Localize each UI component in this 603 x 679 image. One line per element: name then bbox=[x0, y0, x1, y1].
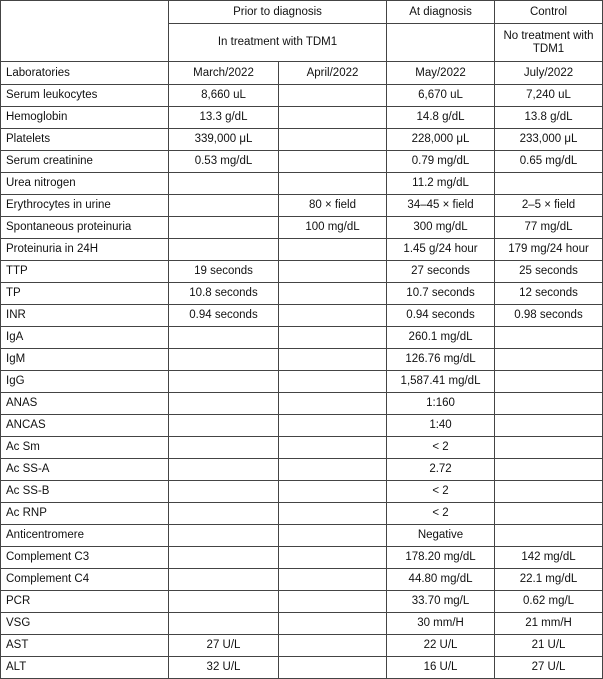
may-value-cell: 14.8 g/dL bbox=[387, 107, 495, 129]
table-row bbox=[1, 173, 603, 195]
july-value-cell: 22.1 mg/dL bbox=[495, 569, 603, 591]
lab-name-cell: Erythrocytes in urine bbox=[1, 195, 169, 217]
table-row bbox=[1, 305, 603, 327]
march-value-cell bbox=[169, 217, 279, 239]
april-value-cell bbox=[279, 613, 387, 635]
april-value-cell bbox=[279, 261, 387, 283]
may-value-cell: < 2 bbox=[387, 481, 495, 503]
march-value-cell bbox=[169, 173, 279, 195]
may-value-cell: 0.94 seconds bbox=[387, 305, 495, 327]
april-value-cell bbox=[279, 85, 387, 107]
lab-name-cell: IgM bbox=[1, 349, 169, 371]
july-value-cell bbox=[495, 393, 603, 415]
july-value-cell bbox=[495, 503, 603, 525]
table-row bbox=[1, 459, 603, 481]
lab-name-cell: AST bbox=[1, 635, 169, 657]
july-value-cell bbox=[495, 371, 603, 393]
july-value-cell: 13.8 g/dL bbox=[495, 107, 603, 129]
july-value-cell bbox=[495, 173, 603, 195]
header-control: Control bbox=[495, 1, 603, 24]
table-row bbox=[1, 107, 603, 129]
march-value-cell bbox=[169, 415, 279, 437]
april-value-cell bbox=[279, 481, 387, 503]
header-empty-at-diagnosis bbox=[387, 24, 495, 62]
march-value-cell bbox=[169, 591, 279, 613]
may-value-cell: < 2 bbox=[387, 503, 495, 525]
march-value-cell: 10.8 seconds bbox=[169, 283, 279, 305]
table-row bbox=[1, 481, 603, 503]
april-value-cell bbox=[279, 393, 387, 415]
lab-name-cell: ANCAS bbox=[1, 415, 169, 437]
march-value-cell bbox=[169, 195, 279, 217]
may-value-cell: 22 U/L bbox=[387, 635, 495, 657]
may-value-cell: 228,000 μL bbox=[387, 129, 495, 151]
march-value-cell bbox=[169, 371, 279, 393]
table-row bbox=[1, 195, 603, 217]
july-value-cell bbox=[495, 525, 603, 547]
lab-name-cell: IgG bbox=[1, 371, 169, 393]
header-row-columns bbox=[1, 62, 603, 85]
march-value-cell bbox=[169, 327, 279, 349]
march-value-cell: 8,660 uL bbox=[169, 85, 279, 107]
lab-name-cell: Ac SS-A bbox=[1, 459, 169, 481]
july-value-cell: 7,240 uL bbox=[495, 85, 603, 107]
april-value-cell bbox=[279, 371, 387, 393]
header-no-treatment: No treatment with TDM1 bbox=[495, 24, 603, 62]
table-row bbox=[1, 151, 603, 173]
july-value-cell: 233,000 μL bbox=[495, 129, 603, 151]
table-row bbox=[1, 349, 603, 371]
table-row bbox=[1, 503, 603, 525]
july-value-cell: 27 U/L bbox=[495, 657, 603, 679]
march-value-cell bbox=[169, 481, 279, 503]
table-row bbox=[1, 613, 603, 635]
may-value-cell: 178.20 mg/dL bbox=[387, 547, 495, 569]
may-value-cell: 1:160 bbox=[387, 393, 495, 415]
may-value-cell: 126.76 mg/dL bbox=[387, 349, 495, 371]
march-value-cell: 0.53 mg/dL bbox=[169, 151, 279, 173]
july-value-cell bbox=[495, 349, 603, 371]
column-header-april-2022: April/2022 bbox=[279, 62, 387, 85]
may-value-cell: 44.80 mg/dL bbox=[387, 569, 495, 591]
march-value-cell bbox=[169, 437, 279, 459]
july-value-cell: 12 seconds bbox=[495, 283, 603, 305]
column-header-laboratories: Laboratories bbox=[1, 62, 169, 85]
may-value-cell: 1.45 g/24 hour bbox=[387, 239, 495, 261]
lab-name-cell: ALT bbox=[1, 657, 169, 679]
july-value-cell: 0.98 seconds bbox=[495, 305, 603, 327]
lab-name-cell: Complement C4 bbox=[1, 569, 169, 591]
header-prior-to-diagnosis: Prior to diagnosis bbox=[169, 1, 387, 24]
table-row bbox=[1, 217, 603, 239]
table-row bbox=[1, 371, 603, 393]
april-value-cell bbox=[279, 569, 387, 591]
april-value-cell bbox=[279, 107, 387, 129]
lab-name-cell: TP bbox=[1, 283, 169, 305]
lab-name-cell: VSG bbox=[1, 613, 169, 635]
march-value-cell: 27 U/L bbox=[169, 635, 279, 657]
march-value-cell bbox=[169, 459, 279, 481]
july-value-cell: 0.62 mg/L bbox=[495, 591, 603, 613]
column-header-may-2022: May/2022 bbox=[387, 62, 495, 85]
march-value-cell: 19 seconds bbox=[169, 261, 279, 283]
lab-name-cell: INR bbox=[1, 305, 169, 327]
may-value-cell: 1,587.41 mg/dL bbox=[387, 371, 495, 393]
may-value-cell: < 2 bbox=[387, 437, 495, 459]
may-value-cell: 260.1 mg/dL bbox=[387, 327, 495, 349]
april-value-cell bbox=[279, 657, 387, 679]
july-value-cell bbox=[495, 327, 603, 349]
april-value-cell bbox=[279, 525, 387, 547]
april-value-cell: 80 × field bbox=[279, 195, 387, 217]
march-value-cell bbox=[169, 613, 279, 635]
march-value-cell bbox=[169, 393, 279, 415]
march-value-cell bbox=[169, 349, 279, 371]
column-header-july-2022: July/2022 bbox=[495, 62, 603, 85]
table-row bbox=[1, 569, 603, 591]
lab-name-cell: Serum leukocytes bbox=[1, 85, 169, 107]
lab-name-cell: Anticentromere bbox=[1, 525, 169, 547]
april-value-cell bbox=[279, 173, 387, 195]
table-row bbox=[1, 283, 603, 305]
april-value-cell bbox=[279, 239, 387, 261]
april-value-cell bbox=[279, 503, 387, 525]
lab-name-cell: PCR bbox=[1, 591, 169, 613]
april-value-cell bbox=[279, 349, 387, 371]
table-row bbox=[1, 635, 603, 657]
may-value-cell: Negative bbox=[387, 525, 495, 547]
may-value-cell: 34–45 × field bbox=[387, 195, 495, 217]
lab-name-cell: Serum creatinine bbox=[1, 151, 169, 173]
march-value-cell bbox=[169, 239, 279, 261]
lab-name-cell: Urea nitrogen bbox=[1, 173, 169, 195]
april-value-cell bbox=[279, 459, 387, 481]
july-value-cell: 77 mg/dL bbox=[495, 217, 603, 239]
lab-name-cell: Complement C3 bbox=[1, 547, 169, 569]
march-value-cell bbox=[169, 503, 279, 525]
april-value-cell bbox=[279, 283, 387, 305]
may-value-cell: 27 seconds bbox=[387, 261, 495, 283]
march-value-cell bbox=[169, 569, 279, 591]
july-value-cell: 2–5 × field bbox=[495, 195, 603, 217]
july-value-cell: 142 mg/dL bbox=[495, 547, 603, 569]
march-value-cell bbox=[169, 525, 279, 547]
march-value-cell: 32 U/L bbox=[169, 657, 279, 679]
table-row bbox=[1, 415, 603, 437]
table-row bbox=[1, 85, 603, 107]
may-value-cell: 10.7 seconds bbox=[387, 283, 495, 305]
lab-name-cell: Hemoglobin bbox=[1, 107, 169, 129]
may-value-cell: 300 mg/dL bbox=[387, 217, 495, 239]
july-value-cell: 25 seconds bbox=[495, 261, 603, 283]
july-value-cell: 21 U/L bbox=[495, 635, 603, 657]
table-row bbox=[1, 591, 603, 613]
may-value-cell: 11.2 mg/dL bbox=[387, 173, 495, 195]
march-value-cell: 0.94 seconds bbox=[169, 305, 279, 327]
lab-name-cell: Proteinuria in 24H bbox=[1, 239, 169, 261]
april-value-cell: 100 mg/dL bbox=[279, 217, 387, 239]
table-row bbox=[1, 239, 603, 261]
lab-name-cell: ANAS bbox=[1, 393, 169, 415]
july-value-cell: 179 mg/24 hour bbox=[495, 239, 603, 261]
april-value-cell bbox=[279, 129, 387, 151]
july-value-cell bbox=[495, 437, 603, 459]
lab-name-cell: Ac SS-B bbox=[1, 481, 169, 503]
lab-name-cell: TTP bbox=[1, 261, 169, 283]
may-value-cell: 33.70 mg/L bbox=[387, 591, 495, 613]
table-row bbox=[1, 657, 603, 679]
april-value-cell bbox=[279, 591, 387, 613]
april-value-cell bbox=[279, 151, 387, 173]
april-value-cell bbox=[279, 547, 387, 569]
march-value-cell: 13.3 g/dL bbox=[169, 107, 279, 129]
table-body bbox=[1, 85, 603, 679]
lab-name-cell: Ac RNP bbox=[1, 503, 169, 525]
table-row bbox=[1, 547, 603, 569]
may-value-cell: 0.79 mg/dL bbox=[387, 151, 495, 173]
may-value-cell: 1:40 bbox=[387, 415, 495, 437]
column-header-march-2022: March/2022 bbox=[169, 62, 279, 85]
header-in-treatment: In treatment with TDM1 bbox=[169, 24, 387, 62]
lab-name-cell: Spontaneous proteinuria bbox=[1, 217, 169, 239]
table-row bbox=[1, 437, 603, 459]
lab-name-cell: Platelets bbox=[1, 129, 169, 151]
header-row-phases bbox=[1, 1, 603, 24]
april-value-cell bbox=[279, 437, 387, 459]
july-value-cell bbox=[495, 459, 603, 481]
table-row bbox=[1, 393, 603, 415]
table-row bbox=[1, 261, 603, 283]
april-value-cell bbox=[279, 327, 387, 349]
march-value-cell bbox=[169, 547, 279, 569]
july-value-cell bbox=[495, 415, 603, 437]
table-row bbox=[1, 327, 603, 349]
march-value-cell: 339,000 μL bbox=[169, 129, 279, 151]
april-value-cell bbox=[279, 635, 387, 657]
lab-name-cell: Ac Sm bbox=[1, 437, 169, 459]
empty-corner-cell bbox=[1, 1, 169, 62]
may-value-cell: 16 U/L bbox=[387, 657, 495, 679]
july-value-cell: 0.65 mg/dL bbox=[495, 151, 603, 173]
july-value-cell: 21 mm/H bbox=[495, 613, 603, 635]
may-value-cell: 30 mm/H bbox=[387, 613, 495, 635]
header-at-diagnosis: At diagnosis bbox=[387, 1, 495, 24]
may-value-cell: 2.72 bbox=[387, 459, 495, 481]
april-value-cell bbox=[279, 305, 387, 327]
july-value-cell bbox=[495, 481, 603, 503]
table-row bbox=[1, 129, 603, 151]
table-row bbox=[1, 525, 603, 547]
lab-name-cell: IgA bbox=[1, 327, 169, 349]
may-value-cell: 6,670 uL bbox=[387, 85, 495, 107]
april-value-cell bbox=[279, 415, 387, 437]
